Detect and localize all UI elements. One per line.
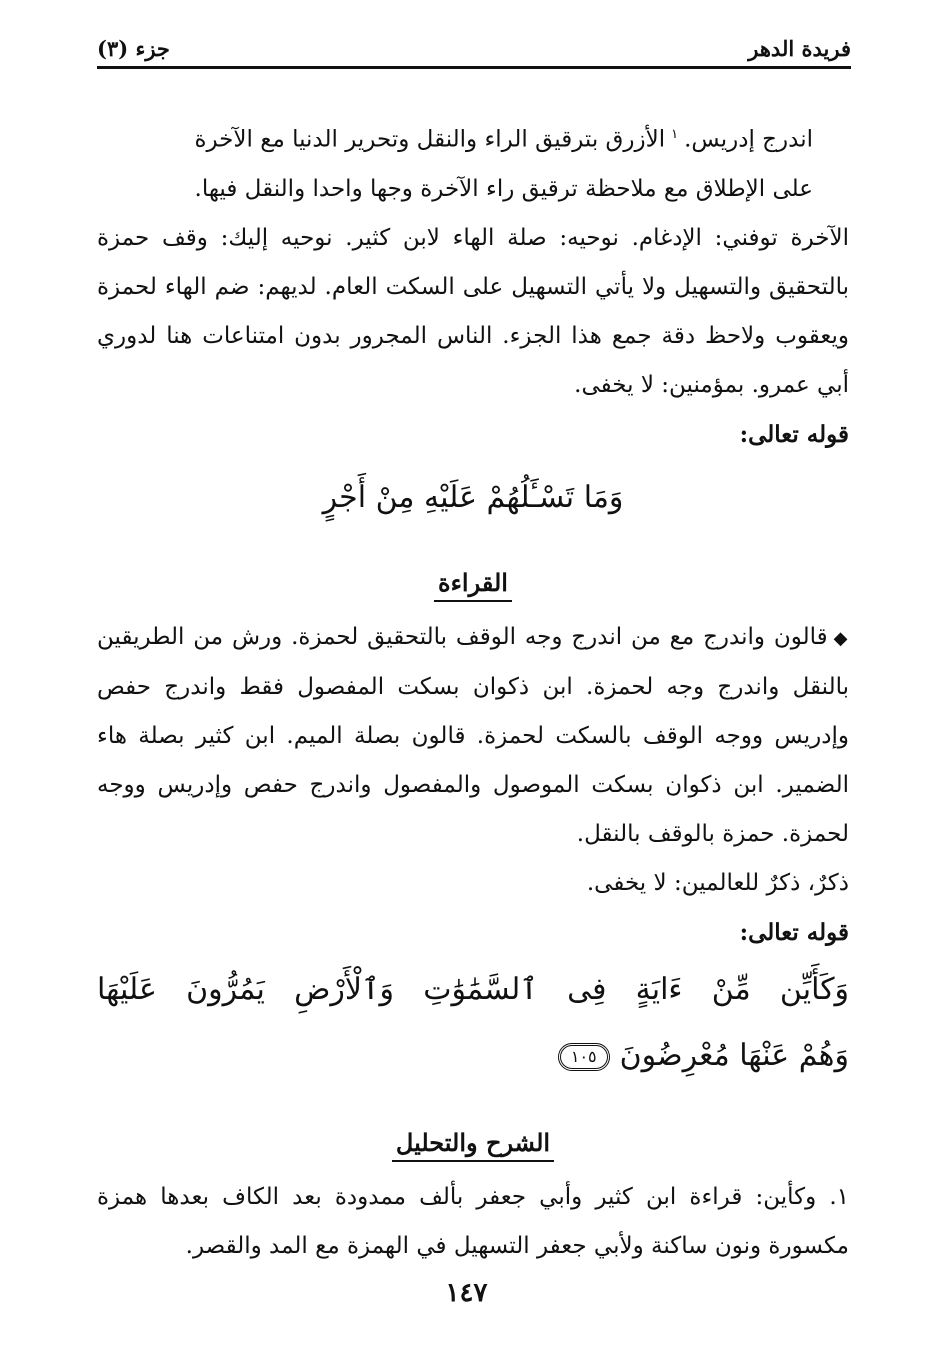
- ayah-number-marker: ١٠٥: [558, 1043, 610, 1071]
- intro-paragraph: الآخرة توفني: الإدغام. نوحيه: صلة الهاء لابن كثير. نوحيه إليك: وقف حمزة بالتحقيق والتسهيل ولا يأتي التسهيل على السكت العام. لديهم: ضم الهاء لحمزة ويعقوب ولاحظ دقة جمع هذا الجزء. الناس المجرور بدون امتناعات هنا لدوري أبي عمرو. بمؤمنين: لا يخفى.: [97, 224, 849, 398]
- section2-verse-line2-text: وَهُمْ عَنْهَا مُعْرِضُونَ: [619, 1037, 849, 1073]
- sharh-item-1: ١. وكأين: قراءة ابن كثير وأبي جعفر بألف ممدودة بعد الكاف بعدها همزة مكسورة ونون ساكنة ولأبي جعفر التسهيل في الهمزة مع المد والقصر.: [97, 1183, 849, 1259]
- page-number: ١٤٧: [445, 1278, 488, 1308]
- qiraa-heading-text: القراءة: [434, 568, 512, 602]
- intro-first-line: [97, 110, 849, 165]
- section1-label: قوله تعالى:: [739, 420, 849, 448]
- part-label: جزء (٣): [97, 36, 170, 61]
- qiraa-after: ذكرٌ، ذكرٌ للعالمين: لا يخفى.: [586, 869, 849, 896]
- qiraa-paragraph: [97, 613, 849, 859]
- section2-verse-line1: وَكَأَيِّن مِّنْ ءَايَةٍ فِى ٱلسَّمَٰوَٰتِ وَٱلْأَرْضِ يَمُرُّونَ عَلَيْهَا: [97, 971, 849, 1007]
- section2-label: قوله تعالى:: [739, 918, 849, 946]
- section2-verse-line2: [97, 1023, 849, 1089]
- footnote-marker: ١: [671, 127, 679, 142]
- intro-line1-after: الأزرق بترقيق الراء والنقل وتحرير الدنيا مع الآخرة: [194, 126, 666, 153]
- intro-line1-before: اندرج إدريس.: [684, 126, 813, 153]
- book-title: فريدة الدهر: [748, 36, 851, 61]
- intro-second-line: على الإطلاق مع ملاحظة ترقيق راء الآخرة وجها واحدا والنقل فيها.: [194, 175, 813, 202]
- running-header: [97, 28, 851, 69]
- section1-verse: وَمَا تَسْـَٔلُهُمْ عَلَيْهِ مِنْ أَجْرٍ: [322, 479, 624, 515]
- diamond-bullet-icon: ◆: [833, 627, 849, 649]
- qiraa-paragraph-text: قالون واندرج مع من اندرج وجه الوقف بالتحقيق لحمزة. ورش من الطريقين بالنقل واندرج وجه لحمزة. ابن ذكوان بسكت المفصول فقط واندرج حفص وإدريس ووجه الوقف بالسكت لحمزة. قالون بصلة الميم. ابن كثير بصلة هاء الضمير. ابن ذكوان بسكت الموصول والمفصول واندرج حفص وإدريس ووجه لحمزة. حمزة بالوقف بالنقل.: [97, 623, 849, 847]
- qiraa-heading: [97, 563, 849, 603]
- sharh-heading-text: الشرح والتحليل: [392, 1128, 554, 1162]
- page-body: [97, 110, 849, 1271]
- sharh-heading: [97, 1123, 849, 1163]
